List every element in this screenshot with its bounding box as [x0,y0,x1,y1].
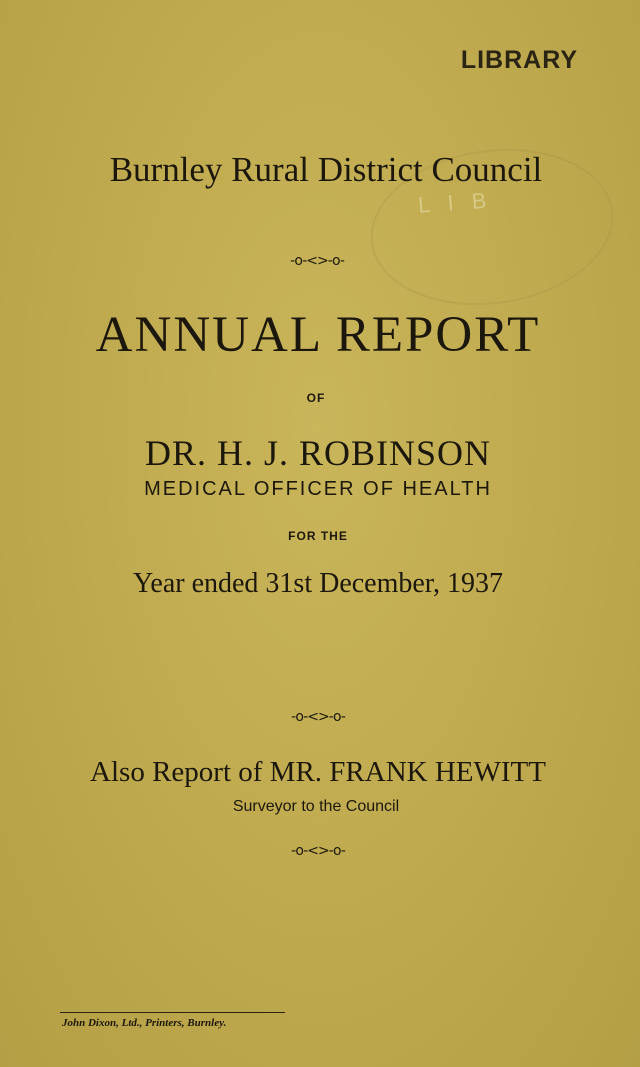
also-report-line: Also Report of MR. FRANK HEWITT [90,756,546,788]
printer-rule [60,1012,285,1013]
faint-library-stamp-text: L I B [417,187,494,218]
printer-imprint: John Dixon, Ltd., Printers, Burnley. [62,1017,227,1029]
council-name: Burnley Rural District Council [109,150,543,189]
ornament-divider-bottom: -o-<>-o- [291,843,345,859]
library-stamp: LIBRARY [460,46,578,74]
for-the-label: FOR THE [288,529,348,543]
ornament-divider-middle: -o-<>-o- [291,709,345,725]
surveyor-title: Surveyor to the Council [232,798,400,815]
ornament-divider-top: -o-<>-o- [290,253,344,269]
doctor-name: DR. H. J. ROBINSON [144,433,492,473]
doctor-position: MEDICAL OFFICER OF HEALTH [144,478,492,500]
report-title: ANNUAL REPORT [95,307,541,363]
of-label: OF [306,391,326,405]
report-year: Year ended 31st December, 1937 [132,568,504,599]
